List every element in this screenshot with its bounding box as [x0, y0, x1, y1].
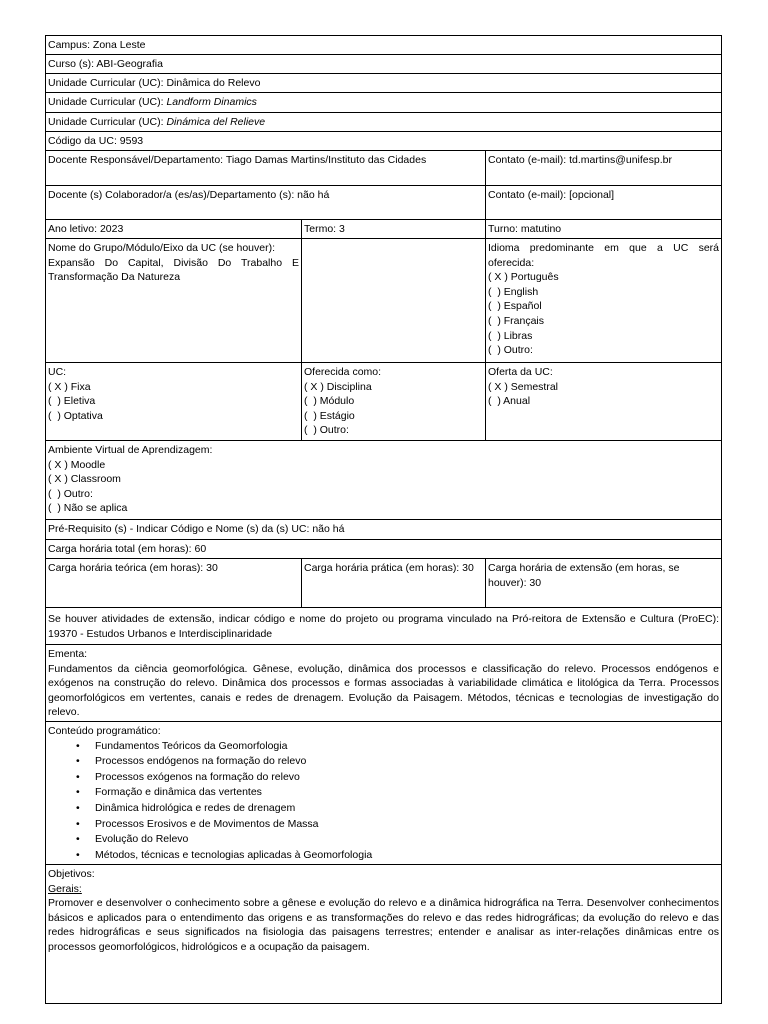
uc-tipo-option: ( ) Eletiva [48, 395, 96, 408]
row-curso [46, 55, 721, 74]
ementa-label: Ementa: [48, 648, 88, 660]
campus-text: Campus: Zona Leste [48, 39, 146, 51]
objetivos-cell [46, 865, 721, 1003]
row-uc-tipo [46, 363, 721, 441]
row-uc-es [46, 113, 721, 132]
conteudo-item: • Métodos, técnicas e tecnologias aplicadas à Geomorfologia [48, 848, 719, 864]
uc-pt-label: Unidade Curricular (UC): [48, 77, 167, 89]
carga-teorica: Carga horária teórica (em horas): 30 [48, 562, 218, 574]
uc-en-value: Landform Dinamics [166, 96, 257, 108]
row-periodo [46, 220, 721, 239]
row-docente-responsavel [46, 151, 721, 186]
conteudo-item: • Processos Erosivos e de Movimentos de Massa [48, 817, 719, 833]
conteudo-item: • Evolução do Relevo [48, 832, 719, 848]
docente-responsavel: Docente Responsável/Departamento: Tiago Damas Martins/Instituto das Cidades [48, 154, 427, 166]
docente-responsavel-contato: Contato (e-mail): td.martins@unifesp.br [485, 151, 721, 185]
uc-tipo-option: ( ) Optativa [48, 409, 103, 422]
row-extensao-projeto [46, 608, 721, 645]
oferecida-option: ( X ) Disciplina [304, 380, 372, 393]
uc-pt [46, 74, 721, 92]
conteudo-label: Conteúdo programático: [48, 725, 161, 737]
row-docente-colaborador [46, 186, 721, 220]
uc-tipo-option: ( X ) Fixa [48, 380, 91, 393]
oferecida-option: ( ) Módulo [304, 395, 355, 408]
uc-es-label: Unidade Curricular (UC): [48, 116, 167, 128]
ava-option: ( ) Não se aplica [48, 502, 128, 515]
turno: Turno: matutino [485, 220, 721, 238]
conteudo-item: • Processos endógenos na formação do relevo [48, 754, 719, 770]
ementa-text: Fundamentos da ciência geomorfológica. Gênese, evolução, dinâmica dos processos e classificação do relevo. Processos endógenos e exógenos na construção do relevo. Dinâmica dos processos e formas associadas à variabilidade climática e litológica da Terra. Processos geomorfológicos em vertentes, canais e redes de drenagem. Evolução da Paisagem. Métodos, técnicas e tecnologias de investigação do relevo. [48, 662, 719, 719]
objetivos-label: Objetivos: [48, 868, 95, 880]
uc-en-label: Unidade Curricular (UC): [48, 96, 167, 108]
objetivos-gerais-text: Promover e desenvolver o conhecimento sobre a gênese e evolução do relevo e a dinâmica hidrográfica na Terra. Desenvolver conhecimentos básicos e aplicados para o entendimento das origens e as transformações do relevo e das redes hidrográficas; da evolução do relevo e das redes hidrográficas e seus significados na fisiologia das paisagens terrestres; entender e analisar as inter-relações dinâmicas entre os processos geomorfológicos, hidrológicos e a ocupação da paisagem. [48, 897, 719, 953]
course-form [45, 35, 722, 1004]
row-codigo [46, 132, 721, 151]
docente-colaborador-contato: Contato (e-mail): [opcional] [485, 186, 721, 219]
row-grupo-idioma [46, 239, 721, 363]
row-ementa [46, 645, 721, 722]
objetivos-gerais-label: Gerais: [48, 882, 82, 895]
grupo-empty-cell [301, 239, 485, 362]
ava-option: ( X ) Classroom [48, 473, 121, 486]
idioma-option: ( ) Español [488, 300, 542, 313]
codigo-text: Código da UC: 9593 [48, 135, 144, 147]
oferecida-option: ( ) Outro: [304, 424, 349, 437]
conteudo-cell [46, 722, 721, 864]
oferta-label: Oferta da UC: [488, 366, 553, 378]
idioma-option: ( ) Outro: [488, 344, 533, 357]
row-uc-en [46, 93, 721, 113]
oferecida-cell [301, 363, 485, 440]
uc-en [46, 93, 721, 112]
idioma-option: ( ) English [488, 285, 539, 298]
carga-total: Carga horária total (em horas): 60 [48, 543, 207, 555]
row-ava [46, 441, 721, 520]
row-prerequisito [46, 520, 721, 540]
conteudo-item: • Formação e dinâmica das vertentes [48, 785, 719, 801]
oferta-cell [485, 363, 721, 440]
row-carga-total [46, 540, 721, 559]
idioma-option: ( ) Libras [488, 329, 533, 342]
oferecida-label: Oferecida como: [304, 366, 382, 378]
conteudo-item: • Dinâmica hidrológica e redes de drenagem [48, 801, 719, 817]
docente-colaborador: Docente (s) Colaborador/a (es/as)/Departamento (s): não há [48, 189, 330, 201]
prerequisito-text: Pré-Requisito (s) - Indicar Código e Nome (s) da (s) UC: não há [48, 523, 345, 535]
row-uc-pt [46, 74, 721, 93]
ementa-cell [46, 645, 721, 721]
uc-pt-value: Dinâmica do Relevo [166, 77, 261, 89]
grupo-cell [46, 239, 301, 362]
ano-letivo: Ano letivo: 2023 [48, 223, 124, 235]
conteudo-list [48, 739, 719, 864]
row-objetivos [46, 865, 721, 1003]
uc-es-value: Dinámica del Relieve [166, 116, 266, 128]
grupo-value: Expansão Do Capital, Divisão Do Trabalho E Transformação Da Natureza [48, 256, 299, 284]
carga-pratica: Carga horária prática (em horas): 30 [301, 559, 485, 607]
row-cargas [46, 559, 721, 608]
extensao-projeto-text: Se houver atividades de extensão, indicar código e nome do projeto ou programa vinculado na Pró-reitora de Extensão e Cultura (ProEC): 19370 - Estudos Urbanos e Interdisciplinaridade [48, 613, 719, 640]
idioma-label: Idioma predominante em que a UC será oferecida: [488, 242, 719, 269]
row-campus [46, 36, 721, 55]
idioma-cell [485, 239, 721, 362]
termo: Termo: 3 [301, 220, 485, 238]
idioma-option: ( ) Français [488, 314, 545, 327]
oferta-option: ( ) Anual [488, 395, 531, 408]
ava-cell [46, 441, 721, 519]
oferecida-option: ( ) Estágio [304, 409, 355, 422]
ava-option: ( ) Outro: [48, 487, 93, 500]
idioma-option: ( X ) Português [488, 271, 559, 284]
ava-label: Ambiente Virtual de Aprendizagem: [48, 444, 213, 456]
curso-text: Curso (s): ABI-Geografia [48, 58, 163, 70]
conteudo-item: • Fundamentos Teóricos da Geomorfologia [48, 739, 719, 755]
uc-es [46, 113, 721, 131]
conteudo-item: • Processos exógenos na formação do relevo [48, 770, 719, 786]
uc-tipo-label: UC: [48, 366, 67, 378]
carga-extensao: Carga horária de extensão (em horas, se houver): 30 [485, 559, 721, 607]
grupo-label: Nome do Grupo/Módulo/Eixo da UC (se houver): [48, 242, 276, 254]
uc-tipo-cell [46, 363, 301, 440]
row-conteudo [46, 722, 721, 865]
oferta-option: ( X ) Semestral [488, 380, 559, 393]
ava-option: ( X ) Moodle [48, 458, 106, 471]
